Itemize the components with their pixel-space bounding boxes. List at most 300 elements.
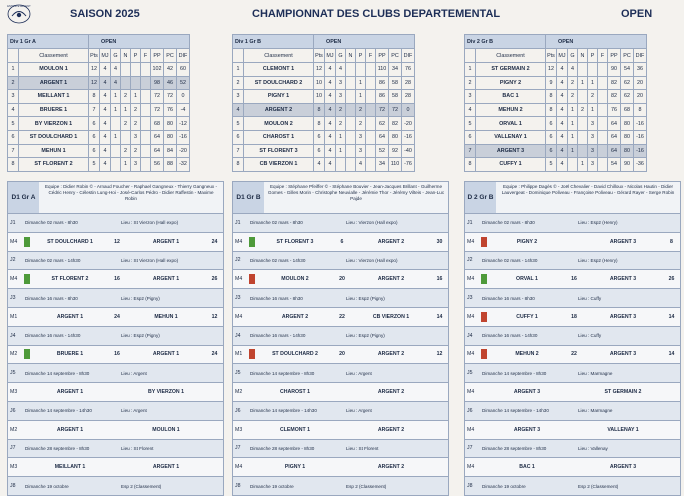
stat-cell: 4 — [356, 158, 366, 172]
round-location: Lieu : Esp2 (Henry) — [578, 220, 618, 226]
stat-cell: 80 — [164, 130, 177, 144]
round-date: Dimanche 14 septembre - 14h30 — [250, 408, 317, 414]
away-team: ARGENT 2 — [377, 351, 405, 358]
round-code: J8 — [10, 483, 16, 490]
round-code: J7 — [10, 445, 16, 452]
team-roster: Equipe : Philippe Dagès © - Joël Chevalier - David Chilloux - Nicolas Hautin - Didier Lauvergeat - Dominique Poliveau - Françoise Poliveau - Gérard Rayer - Serge Robin — [501, 184, 675, 196]
stat-cell: 6 — [89, 144, 100, 158]
team-cell: ARGENT 3 — [476, 144, 546, 158]
schedule-block — [7, 181, 224, 496]
stat-cell: 3 — [588, 158, 598, 172]
round-location: Lieu : Argent — [346, 408, 372, 414]
result-loss-icon — [481, 349, 487, 359]
result-marker — [247, 458, 257, 476]
round-location: Lieu : St Vierzon (Hall expo) — [121, 220, 179, 226]
stat-cell — [121, 63, 131, 77]
stat-cell: 80 — [389, 130, 402, 144]
stat-cell: 62 — [376, 117, 389, 131]
match-row — [7, 233, 224, 252]
home-score: 18 — [571, 313, 577, 320]
team-cell: BAC 1 — [476, 90, 546, 104]
stat-cell: 8 — [314, 117, 325, 131]
team-cell: ARGENT 1 — [19, 76, 89, 90]
round-code: J4 — [10, 332, 16, 339]
stat-cell: -76 — [402, 158, 415, 172]
stat-cell: 58 — [389, 76, 402, 90]
stat-cell: 5 — [546, 158, 557, 172]
stat-cell: -32 — [177, 158, 190, 172]
away-score — [431, 458, 448, 476]
round-date: Dimanche 14 septembre - 8h30 — [482, 370, 547, 376]
match-code: M4 — [467, 276, 475, 283]
round-code: J3 — [235, 295, 241, 302]
match-code: M4 — [467, 313, 475, 320]
table-row — [233, 63, 415, 77]
column-header: PP — [608, 49, 621, 63]
schedule-block — [232, 181, 449, 496]
stat-cell: 20 — [634, 76, 647, 90]
stat-cell — [121, 76, 131, 90]
stat-cell: 2 — [121, 117, 131, 131]
stat-cell — [366, 117, 376, 131]
stat-cell: 1 — [588, 103, 598, 117]
stat-cell: 82 — [608, 76, 621, 90]
stat-cell: 54 — [608, 158, 621, 172]
stat-cell: 1 — [356, 76, 366, 90]
stat-cell — [141, 117, 151, 131]
round-info-row — [464, 402, 681, 421]
team-cell: MEILLANT 1 — [19, 90, 89, 104]
match-row — [7, 383, 224, 402]
away-team: MOULON 1 — [152, 426, 180, 433]
page-title: CHAMPIONNAT DES CLUBS DEPARTEMENTAL — [252, 8, 501, 20]
away-score: 14 — [668, 313, 675, 320]
match-code: M4 — [467, 389, 475, 396]
home-score: 16 — [571, 276, 577, 283]
match-row — [7, 270, 224, 289]
stat-cell: 1 — [568, 144, 578, 158]
away-team: ARGENT 1 — [152, 351, 180, 358]
standings-category: OPEN — [546, 35, 647, 49]
result-win-icon — [481, 274, 487, 284]
team-cell: MEHUN 2 — [476, 103, 546, 117]
column-header: N — [346, 49, 356, 63]
round-date: Dimanche 19 octobre — [482, 483, 526, 489]
home-score — [565, 458, 583, 476]
stat-cell: 3 — [588, 117, 598, 131]
result-marker — [479, 383, 489, 401]
column-header — [233, 49, 244, 63]
team-cell: CB VIERZON 1 — [244, 158, 314, 172]
stat-cell: 90 — [621, 158, 634, 172]
schedule-header — [7, 181, 224, 214]
stat-cell: 4 — [100, 63, 111, 77]
round-date: Dimanche 02 mars - 8h30 — [25, 220, 78, 226]
round-code: J5 — [10, 370, 16, 377]
stat-cell — [346, 158, 356, 172]
round-code: J7 — [467, 445, 473, 452]
column-header: PP — [376, 49, 389, 63]
stat-cell: 76 — [164, 103, 177, 117]
round-location: Lieu : Esp2 (Pigny) — [346, 333, 385, 339]
stat-cell — [366, 90, 376, 104]
stat-cell: 76 — [402, 63, 415, 77]
column-header: PP — [151, 49, 164, 63]
home-team: PIGNY 2 — [516, 238, 538, 245]
home-score: 24 — [114, 313, 120, 320]
stat-cell: 68 — [621, 103, 634, 117]
rank-cell: 7 — [233, 144, 244, 158]
rank-cell: 2 — [465, 76, 476, 90]
match-code: M4 — [235, 238, 243, 245]
match-row — [7, 308, 224, 327]
stat-cell: -12 — [177, 117, 190, 131]
round-location: Lieu : St Florent — [121, 445, 154, 451]
away-score — [663, 421, 680, 439]
away-team: ARGENT 3 — [609, 276, 637, 283]
round-date: Dimanche 02 mars - 14h30 — [482, 257, 538, 263]
round-location: Esp 2 (Classement) — [121, 483, 162, 489]
stat-cell: 86 — [376, 76, 389, 90]
stat-cell — [346, 76, 356, 90]
round-info-row — [232, 327, 449, 346]
team-cell: BY VIERZON 1 — [19, 117, 89, 131]
rank-cell: 2 — [233, 76, 244, 90]
round-code: J8 — [467, 483, 473, 490]
match-row — [232, 383, 449, 402]
stat-cell: 2 — [568, 76, 578, 90]
stat-cell: 3 — [588, 144, 598, 158]
round-code: J6 — [235, 407, 241, 414]
stat-cell: 64 — [376, 130, 389, 144]
column-header: P — [588, 49, 598, 63]
table-row — [233, 103, 415, 117]
round-date: Dimanche 02 mars - 8h30 — [250, 220, 303, 226]
stat-cell: 84 — [164, 144, 177, 158]
stat-cell — [578, 144, 588, 158]
away-team: ARGENT 3 — [609, 464, 637, 471]
round-info-row — [232, 289, 449, 308]
column-header: MJ — [100, 49, 111, 63]
stat-cell: 1 — [121, 103, 131, 117]
round-code: J5 — [235, 370, 241, 377]
away-score — [206, 421, 223, 439]
home-score — [565, 421, 583, 439]
round-info-row — [232, 477, 449, 496]
stat-cell: 1 — [568, 130, 578, 144]
column-header: DIF — [402, 49, 415, 63]
column-header: N — [578, 49, 588, 63]
round-location: Lieu : Esp2 (Henry) — [578, 257, 618, 263]
stat-cell — [598, 117, 608, 131]
table-row — [233, 76, 415, 90]
away-team: ARGENT 3 — [609, 351, 637, 358]
stat-cell: 72 — [376, 103, 389, 117]
home-score — [108, 383, 126, 401]
home-team: BAC 1 — [519, 464, 535, 471]
stat-cell: 9 — [546, 76, 557, 90]
match-code: M4 — [467, 351, 475, 358]
stat-cell: 1 — [356, 90, 366, 104]
rank-cell: 3 — [8, 90, 19, 104]
round-info-row — [232, 252, 449, 271]
stat-cell: 1 — [336, 144, 346, 158]
away-score — [663, 458, 680, 476]
stat-cell: 6 — [314, 130, 325, 144]
round-location: Lieu : Cuffy — [578, 333, 602, 339]
rank-cell: 6 — [465, 130, 476, 144]
stat-cell — [366, 63, 376, 77]
stat-cell: 8 — [314, 103, 325, 117]
stat-cell: 4 — [325, 144, 336, 158]
round-date: Dimanche 28 septembre - 8h30 — [482, 445, 547, 451]
match-row — [232, 346, 449, 365]
rank-cell: 4 — [8, 103, 19, 117]
stat-cell — [366, 103, 376, 117]
stat-cell: 4 — [100, 103, 111, 117]
round-info-row — [232, 402, 449, 421]
team-cell: BRUERE 1 — [19, 103, 89, 117]
round-code: J5 — [467, 370, 473, 377]
stat-cell: 3 — [356, 144, 366, 158]
match-row — [232, 270, 449, 289]
stat-cell — [346, 144, 356, 158]
stat-cell — [366, 144, 376, 158]
table-row — [8, 90, 190, 104]
stat-cell: 4 — [325, 117, 336, 131]
stat-cell: 2 — [121, 90, 131, 104]
team-roster: Equipe : Didier Robin © - Arnaud Foucher - Raphael Gangneux - Thierry Gangneux - Cédric Henry - Célestin Lung-Hoi - José-Carlos Pédro - Didier Raffestin - Maxime Robin — [44, 184, 218, 202]
round-location: Lieu : Esp2 (Pigny) — [346, 295, 385, 301]
stat-cell: 6 — [546, 117, 557, 131]
stat-cell: 7 — [89, 103, 100, 117]
stat-cell: 2 — [356, 117, 366, 131]
stat-cell: 4 — [557, 144, 568, 158]
round-date: Dimanche 14 septembre - 8h30 — [25, 370, 90, 376]
stat-cell — [141, 103, 151, 117]
round-code: J2 — [467, 257, 473, 264]
stat-cell: 2 — [578, 103, 588, 117]
table-row — [465, 158, 647, 172]
stat-cell: 4 — [111, 76, 121, 90]
round-date: Dimanche 16 mars - 14h30 — [250, 333, 306, 339]
stat-cell: -16 — [634, 117, 647, 131]
schedule-header — [464, 181, 681, 214]
stat-cell: 58 — [389, 90, 402, 104]
stat-cell: 6 — [89, 117, 100, 131]
stat-cell: 62 — [621, 90, 634, 104]
round-location: Lieu : Esp2 (Pigny) — [121, 295, 160, 301]
stat-cell: 52 — [177, 76, 190, 90]
rank-cell: 3 — [465, 90, 476, 104]
column-header: N — [121, 49, 131, 63]
away-team: ARGENT 2 — [377, 238, 405, 245]
stat-cell: -20 — [402, 117, 415, 131]
stat-cell: 12 — [89, 63, 100, 77]
table-row — [465, 144, 647, 158]
stat-cell: 1 — [111, 130, 121, 144]
away-team: ST GERMAIN 2 — [604, 389, 642, 396]
round-info-row — [232, 214, 449, 233]
result-marker — [22, 308, 32, 326]
stat-cell — [111, 158, 121, 172]
stat-cell: 0 — [402, 103, 415, 117]
schedule-block — [464, 181, 681, 496]
home-score — [333, 421, 351, 439]
home-team: MEHUN 2 — [515, 351, 539, 358]
round-location: Lieu : Marmagne — [578, 370, 613, 376]
round-date: Dimanche 19 octobre — [25, 483, 69, 489]
stat-cell: 1 — [588, 76, 598, 90]
stat-cell: 4 — [557, 76, 568, 90]
round-location: Lieu : Marmagne — [578, 408, 613, 414]
stat-cell: 110 — [389, 158, 402, 172]
table-row — [8, 158, 190, 172]
result-marker — [479, 458, 489, 476]
match-code: M4 — [235, 276, 243, 283]
home-team: PIGNY 1 — [284, 464, 306, 471]
away-score: 26 — [668, 276, 675, 283]
stat-cell: 2 — [356, 103, 366, 117]
home-score — [565, 233, 583, 251]
stat-cell: 4 — [557, 130, 568, 144]
stat-cell: 4 — [557, 158, 568, 172]
round-info-row — [464, 364, 681, 383]
stat-cell — [578, 130, 588, 144]
stat-cell — [346, 63, 356, 77]
round-info-row — [464, 252, 681, 271]
table-row — [233, 90, 415, 104]
result-win-icon — [249, 237, 255, 247]
team-cell: ST FLORENT 3 — [244, 144, 314, 158]
stat-cell: 36 — [634, 63, 647, 77]
rank-cell: 1 — [465, 63, 476, 77]
column-header: F — [598, 49, 608, 63]
round-info-row — [232, 364, 449, 383]
column-header: DIF — [177, 49, 190, 63]
standings-table — [232, 34, 415, 172]
column-header: PC — [621, 49, 634, 63]
away-score — [206, 383, 223, 401]
result-marker — [247, 346, 257, 364]
away-team: VALLENAY 1 — [607, 426, 639, 433]
stat-cell: -16 — [177, 130, 190, 144]
stat-cell: 6 — [314, 144, 325, 158]
round-location: Lieu : Vierzon (Hall expo) — [346, 220, 398, 226]
season-title: SAISON 2025 — [70, 8, 140, 20]
stat-cell: 10 — [314, 76, 325, 90]
round-date: Dimanche 16 mars - 8h30 — [250, 295, 303, 301]
stat-cell: 2 — [568, 90, 578, 104]
column-header — [8, 49, 19, 63]
home-score — [565, 383, 583, 401]
result-marker — [22, 270, 32, 288]
result-loss-icon — [481, 312, 487, 322]
stat-cell: 2 — [121, 144, 131, 158]
standings-table — [7, 34, 190, 172]
stat-cell — [141, 130, 151, 144]
stat-cell: 1 — [578, 158, 588, 172]
away-team: ARGENT 2 — [377, 276, 405, 283]
round-code: J8 — [235, 483, 241, 490]
match-code: M4 — [235, 464, 243, 471]
match-row — [464, 233, 681, 252]
table-row — [465, 76, 647, 90]
away-team: BY VIERZON 1 — [148, 389, 184, 396]
stat-cell — [111, 144, 121, 158]
stat-cell: -4 — [177, 103, 190, 117]
rank-cell: 1 — [8, 63, 19, 77]
stat-cell: 4 — [111, 63, 121, 77]
stat-cell: 1 — [131, 90, 141, 104]
stat-cell — [366, 130, 376, 144]
stat-cell: 52 — [376, 144, 389, 158]
stat-cell: 0 — [177, 90, 190, 104]
stat-cell — [141, 90, 151, 104]
table-row — [233, 144, 415, 158]
round-code: J2 — [10, 257, 16, 264]
stat-cell — [598, 76, 608, 90]
match-code: M4 — [10, 276, 18, 283]
column-header: F — [141, 49, 151, 63]
stat-cell: 2 — [131, 117, 141, 131]
round-date: Dimanche 14 septembre - 14h30 — [25, 408, 92, 414]
result-loss-icon — [249, 349, 255, 359]
stat-cell — [588, 63, 598, 77]
stat-cell: -36 — [634, 158, 647, 172]
stat-cell — [598, 158, 608, 172]
stat-cell: 3 — [131, 158, 141, 172]
match-code: M4 — [467, 464, 475, 471]
stat-cell: 64 — [608, 144, 621, 158]
result-marker — [479, 233, 489, 251]
stat-cell: 64 — [608, 130, 621, 144]
round-code: J2 — [235, 257, 241, 264]
stat-cell — [598, 63, 608, 77]
home-score: 16 — [114, 276, 120, 283]
stat-cell: 2 — [131, 103, 141, 117]
home-team: ST FLORENT 3 — [276, 238, 314, 245]
stat-cell: 4 — [314, 158, 325, 172]
round-info-row — [7, 289, 224, 308]
match-code: M4 — [10, 238, 18, 245]
round-code: J6 — [467, 407, 473, 414]
stat-cell — [578, 63, 588, 77]
stat-cell: 4 — [557, 90, 568, 104]
stat-cell — [356, 63, 366, 77]
stat-cell: 8 — [546, 103, 557, 117]
table-row — [8, 144, 190, 158]
round-date: Dimanche 02 mars - 14h30 — [25, 257, 81, 263]
team-cell: ST FLORENT 2 — [19, 158, 89, 172]
column-header: Pts — [89, 49, 100, 63]
round-info-row — [464, 289, 681, 308]
result-marker — [247, 233, 257, 251]
match-row — [464, 270, 681, 289]
stat-cell: 72 — [389, 103, 402, 117]
stat-cell — [598, 103, 608, 117]
team-cell: VALLENAY 1 — [476, 130, 546, 144]
stat-cell: 34 — [376, 158, 389, 172]
round-info-row — [7, 440, 224, 459]
round-info-row — [7, 364, 224, 383]
round-location: Lieu : St Florent — [346, 445, 379, 451]
stat-cell: 82 — [389, 117, 402, 131]
standings-title: Div 1 Gr B — [233, 35, 314, 49]
rank-cell: 8 — [233, 158, 244, 172]
round-location: Lieu : Esp2 (Pigny) — [121, 333, 160, 339]
stat-cell — [111, 117, 121, 131]
